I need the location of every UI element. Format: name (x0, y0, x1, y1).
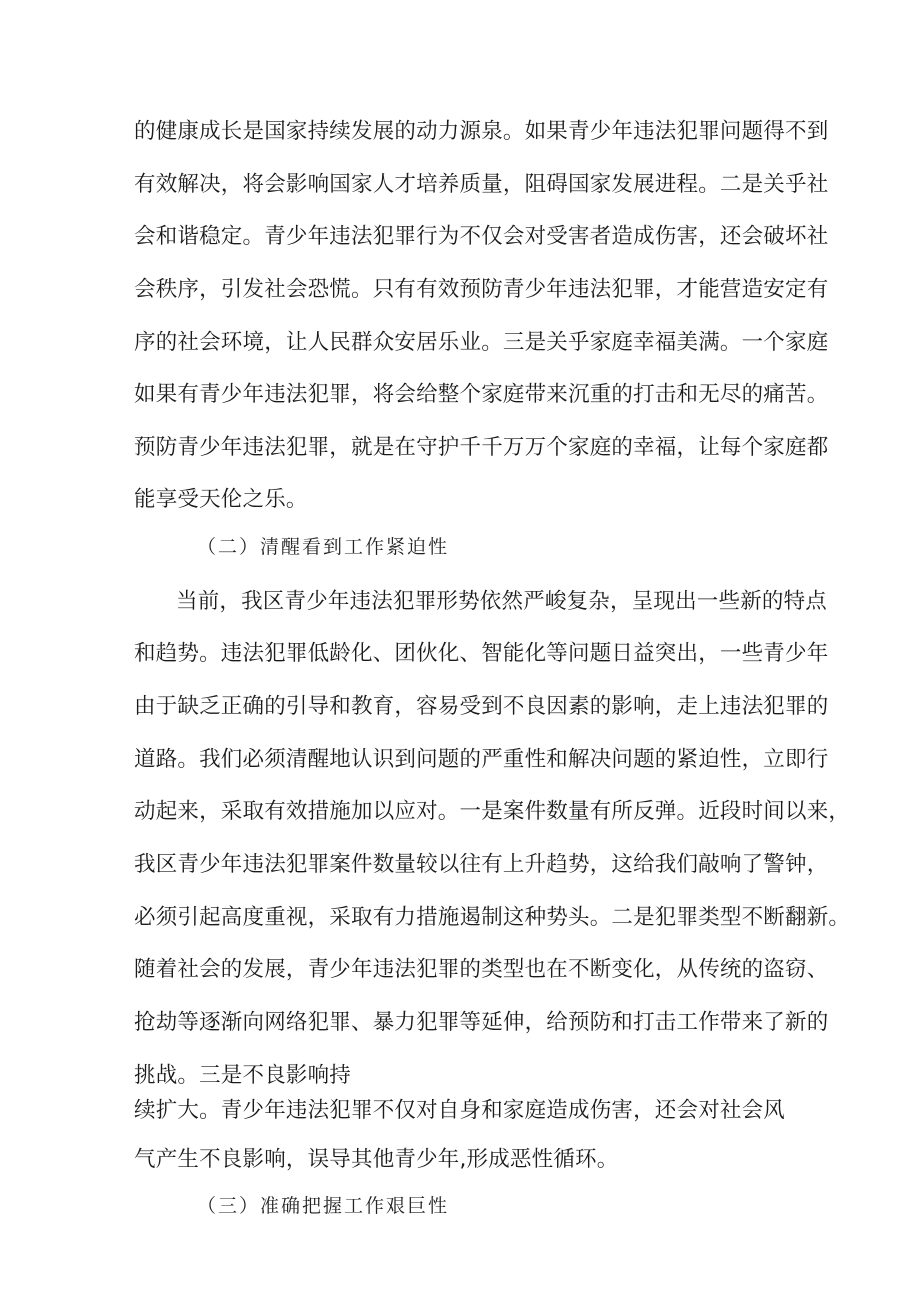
paragraph-line: 由于缺乏正确的引导和教育，容易受到不良因素的影响，走上违法犯罪的 (134, 694, 829, 719)
paragraph-line: 道路。我们必须清醒地认识到问题的严重性和解决问题的紧迫性，立即行 (134, 747, 829, 772)
paragraph-line: 必须引起高度重视，采取有力措施遏制这种势头。二是犯罪类型不断翻新。 (134, 905, 851, 930)
paragraph-line: 的健康成长是国家持续发展的动力源泉。如果青少年违法犯罪问题得不到 (134, 119, 829, 144)
paragraph-line: 预防青少年违法犯罪，就是在守护千千万万个家庭的幸福，让每个家庭都 (134, 435, 829, 460)
paragraph-line: 续扩大。青少年违法犯罪不仅对自身和家庭造成伤害，还会对社会风 (134, 1098, 786, 1123)
paragraph-line: 和趋势。违法犯罪低龄化、团伙化、智能化等问题日益突出，一些青少年 (134, 641, 829, 666)
paragraph-line: 如果有青少年违法犯罪，将会给整个家庭带来沉重的打击和无尽的痛苦。 (134, 382, 829, 407)
section-heading: （三）准确把握工作艰巨性 (197, 1195, 450, 1217)
section-heading: （二）清醒看到工作紧迫性 (197, 536, 450, 558)
paragraph-line: 气产生不良影响，误导其他青少年,形成恶性循环。 (134, 1147, 619, 1172)
paragraph-line: 挑战。三是不良影响持 (134, 1063, 352, 1088)
paragraph-line: 能享受天伦之乐。 (134, 487, 308, 512)
paragraph-line: 我区青少年违法犯罪案件数量较以往有上升趋势，这给我们敲响了警钟， (134, 852, 829, 877)
paragraph-line: 当前，我区青少年违法犯罪形势依然严峻复杂，呈现出一些新的特点 (176, 589, 828, 614)
paragraph-line: 动起来，采取有效措施加以应对。一是案件数量有所反弹。近段时间以来， (134, 799, 851, 824)
paragraph-line: 会秩序，引发社会恐慌。只有有效预防青少年违法犯罪，才能营造安定有 (134, 277, 829, 302)
paragraph-line: 会和谐稳定。青少年违法犯罪行为不仅会对受害者造成伤害，还会破坏社 (134, 224, 829, 249)
paragraph-line: 有效解决，将会影响国家人才培养质量，阻碍国家发展进程。二是关乎社 (134, 172, 829, 197)
paragraph-line: 序的社会环境，让人民群众安居乐业。三是关乎家庭幸福美满。一个家庭 (134, 330, 829, 355)
paragraph-line: 抢劫等逐渐向网络犯罪、暴力犯罪等延伸，给预防和打击工作带来了新的 (134, 1010, 829, 1035)
paragraph-line: 随着社会的发展，青少年违法犯罪的类型也在不断变化，从传统的盗窃、 (134, 957, 829, 982)
